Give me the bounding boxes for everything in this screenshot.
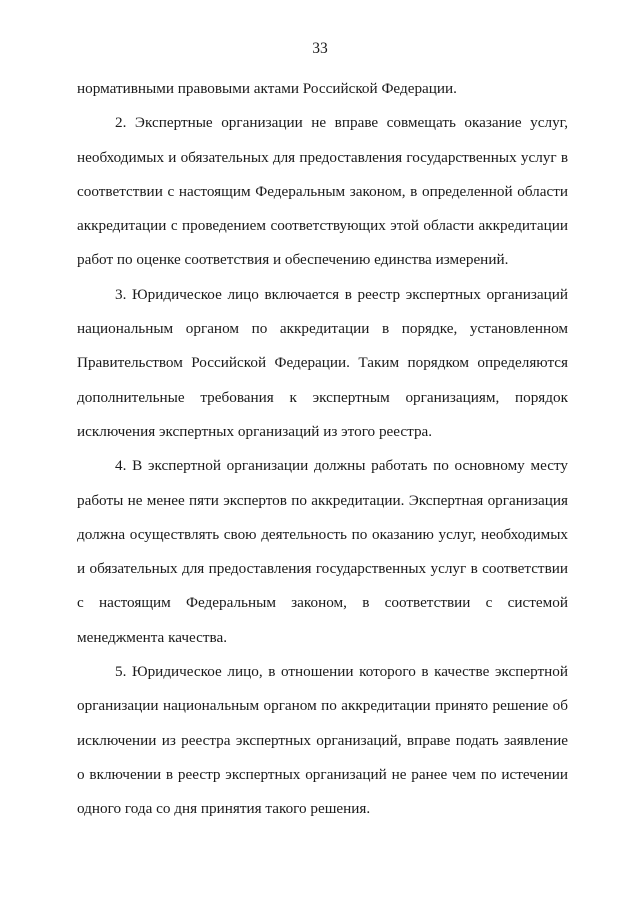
text-line: 5. Юридическое лицо, в отношении которого в качестве экспертной [115, 663, 568, 681]
text-line: 2. Экспертные организации не вправе совмещать оказание услуг, [115, 114, 568, 132]
paragraph-item-5 [77, 655, 568, 826]
paragraph-item-3 [77, 278, 568, 449]
paragraph-item-2 [77, 106, 568, 277]
text-line: соответствии с настоящим Федеральным законом, в определенной области [77, 182, 568, 200]
text-line: аккредитации с проведением соответствующих этой области аккредитации [77, 217, 568, 235]
text-line: менеджмента качества. [77, 628, 228, 646]
text-line: работ по оценке соответствия и обеспечению единства измерений. [77, 251, 509, 269]
text-line: Правительством Российской Федерации. Таким порядком определяются [77, 354, 568, 372]
paragraph-item-4 [77, 449, 568, 655]
text-line: работы не менее пяти экспертов по аккредитации. Экспертная организация [77, 491, 568, 509]
text-line: о включении в реестр экспертных организаций не ранее чем по истечении [77, 765, 568, 783]
text-line: необходимых и обязательных для предоставления государственных услуг в [77, 148, 568, 166]
text-line: нормативными правовыми актами Российской Федерации. [77, 80, 457, 97]
text-line: 3. Юридическое лицо включается в реестр экспертных организаций [115, 285, 568, 303]
text-line: одного года со дня принятия такого решения. [77, 800, 371, 818]
text-line: исключения экспертных организаций из этого реестра. [77, 422, 433, 440]
page-number: 33 [312, 40, 328, 57]
paragraph-continuation [77, 72, 568, 106]
text-line: с настоящим Федеральным законом, в соответствии с системой [77, 594, 568, 612]
text-line: организации национальным органом по аккредитации принято решение об [77, 697, 568, 715]
text-line: и обязательных для предоставления государственных услуг в соответствии [77, 560, 568, 578]
text-line: исключении из реестра экспертных организаций, вправе подать заявление [77, 731, 568, 749]
text-line: дополнительные требования к экспертным организациям, порядок [77, 388, 568, 406]
text-line: 4. В экспертной организации должны работать по основному месту [115, 457, 568, 475]
text-line: должна осуществлять свою деятельность по оказанию услуг, необходимых [77, 525, 568, 543]
document-body [77, 72, 568, 827]
text-line: национальным органом по аккредитации в порядке, установленном [77, 320, 568, 338]
